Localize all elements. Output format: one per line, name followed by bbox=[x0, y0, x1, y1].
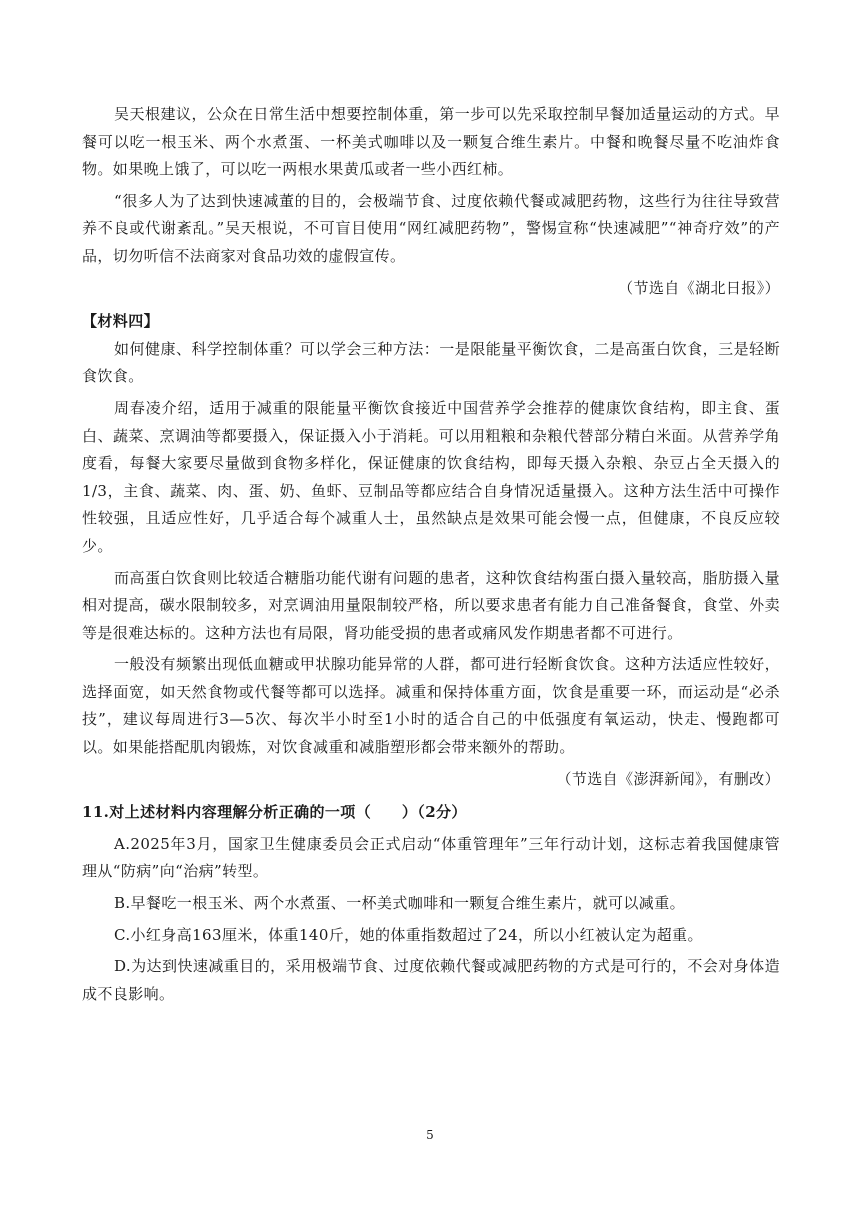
question-stem: 11.对上述材料内容理解分析正确的一项（ ）（2分） bbox=[82, 803, 467, 822]
material3-paragraph-2: “很多人为了达到快速减董的目的，会极端节食、过度依赖代餐或减肥药物，这些行为往往导致营养不良或代谢紊乱。”吴天根说，不可盲目使用“网红减肥药物”，警惕宣称“快速减肥”“神奇疗效”的产品，切勿听信不法商家对食品功效的虚假宣传。 bbox=[82, 191, 780, 265]
page-number: 5 bbox=[426, 1128, 434, 1142]
material4-paragraph-2: 周春凌介绍，适用于减重的限能量平衡饮食接近中国营养学会推荐的健康饮食结构，即主食、蛋白、蔬菜、烹调油等都要摄入，保证摄入小于消耗。可以用粗粮和杂粮代替部分精白米面。从营养学角度看，每餐大家要尽量做到食物多样化，保证健康的饮食结构，即每天摄入杂粮、杂豆占全天摄入的1/3，主食、蔬菜、肉、蛋、奶、鱼虾、豆制品等都应结合自身情况适量摄入。这种方法生活中可操作性较强，且适应性好，几乎适合每个减重人士，虽然缺点是效果可能会慢一点，但健康，不良反应较少。 bbox=[82, 398, 780, 555]
material3-source: （节选自《湖北日报》） bbox=[618, 278, 780, 297]
material3-paragraph-1: 吴天根建议，公众在日常生活中想要控制体重，第一步可以先采取控制早餐加适量运动的方式。早餐可以吃一根玉米、两个水煮蛋、一杯美式咖啡以及一颗复合维生素片。中餐和晚餐尽量不吃油炸食物。如果晚上饿了，可以吃一两根水果黄瓜或者一些小西红柿。 bbox=[82, 105, 780, 179]
option-d: D.为达到快速减重目的，采用极端节食、过度依赖代餐或减肥药物的方式是可行的，不会对身体造成不良影响。 bbox=[82, 957, 780, 1003]
option-b: B.早餐吃一根玉米、两个水煮蛋、一杯美式咖啡和一颗复合维生素片，就可以减重。 bbox=[114, 894, 685, 913]
material4-paragraph-4: 一般没有频繁出现低血糖或甲状腺功能异常的人群，都可进行轻断食饮食。这种方法适应性较好，选择面宽，如天然食物或代餐等都可以选择。减重和保持体重方面，饮食是重要一环，而运动是“必杀技”，建议每周进行3—5次、每次半小时至1小时的适合自己的中低强度有氧运动，快走、慢跑都可以。如果能搭配肌肉锻炼，对饮食减重和减脂塑形都会带来额外的帮助。 bbox=[82, 655, 780, 757]
material4-paragraph-3: 而高蛋白饮食则比较适合糖脂功能代谢有问题的患者，这种饮食结构蛋白摄入量较高，脂肪摄入量相对提高，碳水限制较多，对烹调油用量限制较严格，所以要求患者有能力自己准备餐食，食堂、外卖等是很难达标的。这种方法也有局限，肾功能受损的患者或痛风发作期患者都不可进行。 bbox=[82, 568, 780, 642]
page-content bbox=[82, 101, 780, 1008]
material4-paragraph-1: 如何健康、科学控制体重？可以学会三种方法：一是限能量平衡饮食，二是高蛋白饮食，三是轻断食饮食。 bbox=[82, 339, 780, 386]
option-c: C.小红身高163厘米，体重140斤，她的体重指数超过了24，所以小红被认定为超重。 bbox=[114, 925, 703, 944]
material4-source: （节选自《澎湃新闻》，有删改） bbox=[556, 769, 780, 788]
option-a: A.2025年3月，国家卫生健康委员会正式启动“体重管理年”三年行动计划，这标志着我国健康管理从“防病”向“治病”转型。 bbox=[82, 834, 780, 881]
material4-title: 【材料四】 bbox=[82, 312, 160, 331]
